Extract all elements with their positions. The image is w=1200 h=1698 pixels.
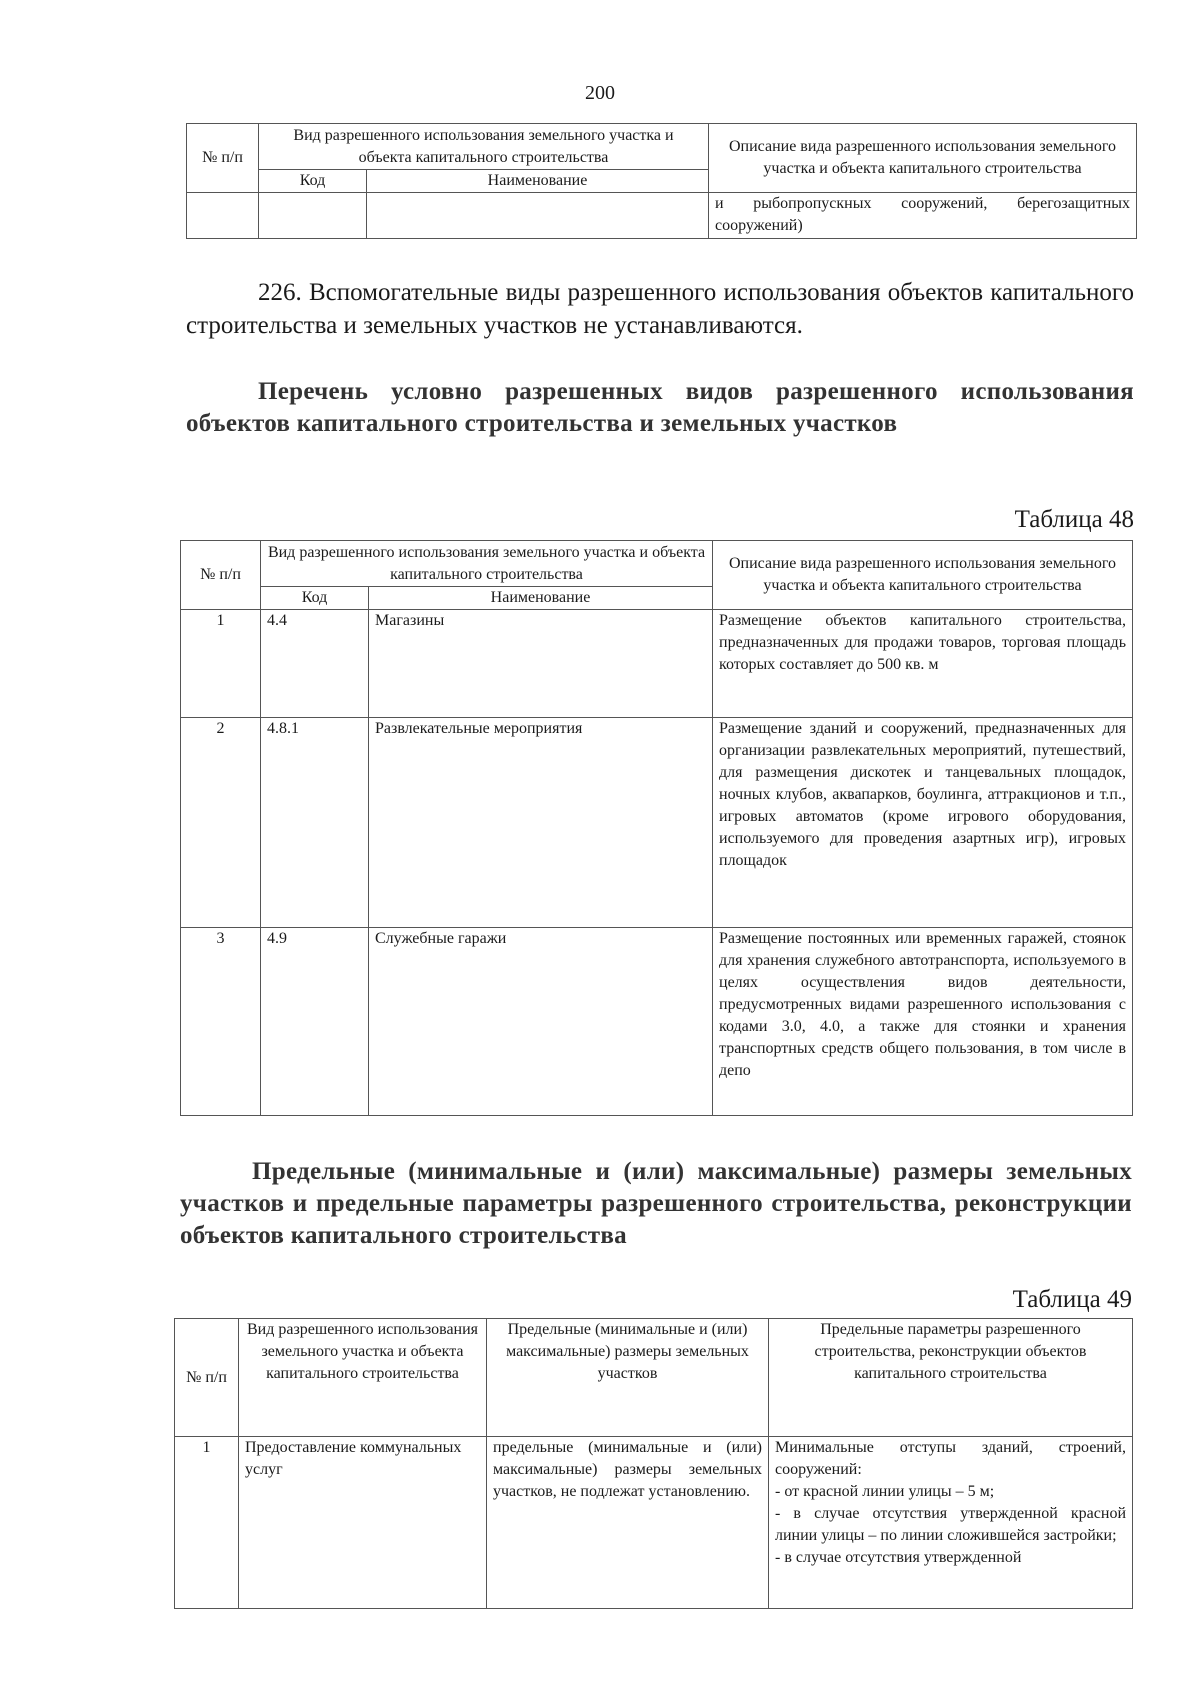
params-line: - в случае отсутствия утвержденной красной линии улицы – по линии сложившейся застройки; [775, 1505, 1126, 1544]
header-params: Предельные параметры разрешенного строительства, реконструкции объектов капитального строительства [769, 1319, 1133, 1437]
table-row [181, 610, 1133, 718]
header-type: Вид разрешенного использования земельного участка и объекта капитального строительства [239, 1319, 487, 1437]
row-num: 2 [181, 718, 261, 928]
continuation-description: и рыбопропускных сооружений, берегозащитных сооружений) [709, 193, 1137, 239]
row-description: Размещение зданий и сооружений, предназначенных для организации развлекательных мероприятий, путешествий, для размещения дискотек и танцевальных площадок, ночных клубов, аквапарков, боулинга, аттракционов и т.п., игровых автоматов (кроме игрового оборудования, используемого для проведения азартных игр), игровых площадок [713, 718, 1133, 928]
table-48 [180, 540, 1133, 1116]
continuation-table [186, 123, 1137, 239]
page-number: 200 [585, 82, 615, 104]
row-description: Размещение постоянных или временных гаражей, стоянок для хранения служебного автотранспорта, используемого в целях осуществления видов деятельности, предусмотренных видами разрешенного использования с кодами 3.0, 4.0, а также для стоянки и хранения транспортных средств общего пользования, в том числе в депо [713, 928, 1133, 1116]
header-code: Код [261, 587, 369, 610]
header-num: № п/п [181, 541, 261, 610]
row-name: Служебные гаражи [369, 928, 713, 1116]
row-code: 4.4 [261, 610, 369, 718]
header-num: № п/п [175, 1319, 239, 1437]
table-row [181, 718, 1133, 928]
table-cell [259, 193, 367, 239]
row-name: Развлекательные мероприятия [369, 718, 713, 928]
row-type: Предоставление коммунальных услуг [239, 1437, 487, 1609]
table-49-caption: Таблица 49 [1012, 1286, 1132, 1313]
row-sizes: предельные (минимальные и (или) максимальные) размеры земельных участков, не подлежат установлению. [487, 1437, 769, 1609]
header-num: № п/п [187, 124, 259, 193]
header-sizes: Предельные (минимальные и (или) максимальные) размеры земельных участков [487, 1319, 769, 1437]
table-cell [187, 193, 259, 239]
row-params [769, 1437, 1133, 1609]
header-type-group: Вид разрешенного использования земельного участка и объекта капитального строительства [259, 124, 709, 170]
table-49 [174, 1318, 1133, 1609]
table-48-caption: Таблица 48 [1014, 506, 1134, 533]
table-row [175, 1437, 1133, 1609]
row-num: 1 [175, 1437, 239, 1609]
row-description: Размещение объектов капитального строительства, предназначенных для продажи товаров, торговая площадь которых составляет до 500 кв. м [713, 610, 1133, 718]
header-name: Наименование [367, 170, 709, 193]
header-type-group: Вид разрешенного использования земельного участка и объекта капитального строительства [261, 541, 713, 587]
heading-conditional-uses: Перечень условно разрешенных видов разрешенного использования объектов капитального строительства и земельных участков [186, 378, 1134, 437]
row-name: Магазины [369, 610, 713, 718]
header-description: Описание вида разрешенного использования земельного участка и объекта капитального строительства [713, 541, 1133, 610]
row-num: 1 [181, 610, 261, 718]
row-num: 3 [181, 928, 261, 1116]
row-code: 4.8.1 [261, 718, 369, 928]
params-line: - от красной линии улицы – 5 м; [775, 1483, 995, 1500]
row-code: 4.9 [261, 928, 369, 1116]
paragraph-226: 226. Вспомогательные виды разрешенного использования объектов капитального строительства и земельных участков не устанавливаются. [186, 279, 1134, 339]
heading-limits: Предельные (минимальные и (или) максимальные) размеры земельных участков и предельные параметры разрешенного строительства, реконструкции объектов капитального строительства [180, 1158, 1132, 1249]
table-cell [367, 193, 709, 239]
header-name: Наименование [369, 587, 713, 610]
header-description: Описание вида разрешенного использования земельного участка и объекта капитального строительства [709, 124, 1137, 193]
params-line: Минимальные отступы зданий, строений, сооружений: [775, 1439, 1126, 1478]
params-line: - в случае отсутствия утвержденной [775, 1549, 1022, 1566]
table-row [181, 928, 1133, 1116]
header-code: Код [259, 170, 367, 193]
